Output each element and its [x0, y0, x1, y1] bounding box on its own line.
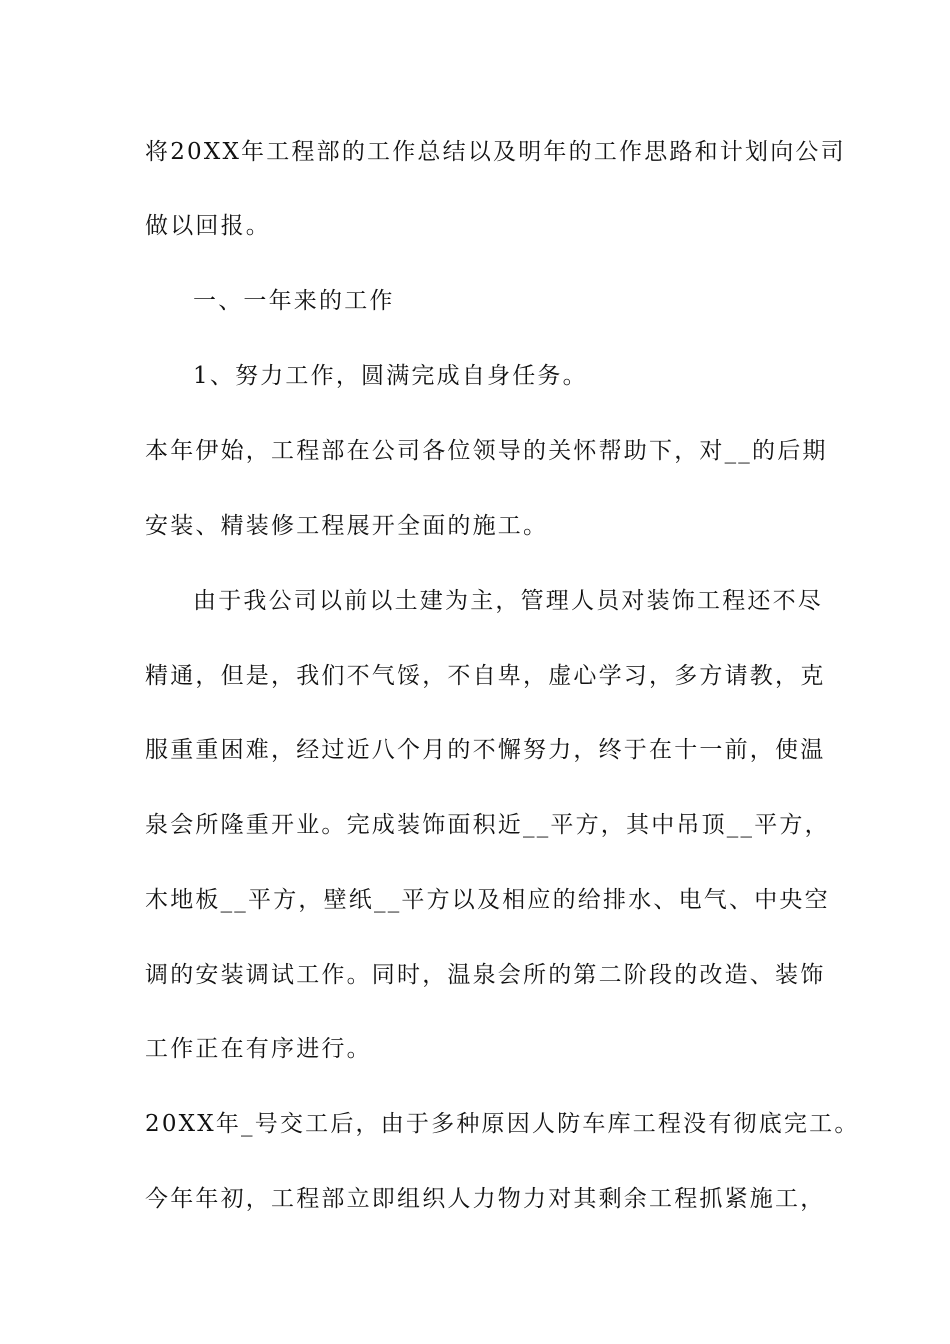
- text-line: 做以回报。: [145, 213, 271, 239]
- text-line: 安装、精装修工程展开全面的施工。: [145, 513, 549, 539]
- text-line: 泉会所隆重开业。完成装饰面积近__平方，其中吊顶__平方，: [145, 812, 830, 838]
- text-line: 今年年初，工程部立即组织人力物力对其剩余工程抓紧施工，: [145, 1186, 826, 1212]
- text-line: 工作正在有序进行。: [145, 1036, 372, 1062]
- text-line: 木地板__平方，壁纸__平方以及相应的给排水、电气、中央空: [145, 887, 830, 913]
- text-line: 本年伊始，工程部在公司各位领导的关怀帮助下，对__的后期: [145, 438, 828, 464]
- text-line: 20XX年_号交工后，由于多种原因人防车库工程没有彻底完工。: [145, 1111, 860, 1137]
- text-line: 将20XX年工程部的工作总结以及明年的工作思路和计划向公司: [145, 139, 846, 165]
- section-heading: 一、一年来的工作: [193, 288, 395, 314]
- text-line: 精通，但是，我们不气馁，不自卑，虚心学习，多方请教，克: [145, 663, 826, 689]
- subsection-heading: 1、努力工作，圆满完成自身任务。: [193, 363, 588, 389]
- text-line: 服重重困难，经过近八个月的不懈努力，终于在十一前，使温: [145, 737, 826, 763]
- text-line: 由于我公司以前以土建为主，管理人员对装饰工程还不尽: [193, 588, 823, 614]
- text-line: 调的安装调试工作。同时，温泉会所的第二阶段的改造、装饰: [145, 962, 826, 988]
